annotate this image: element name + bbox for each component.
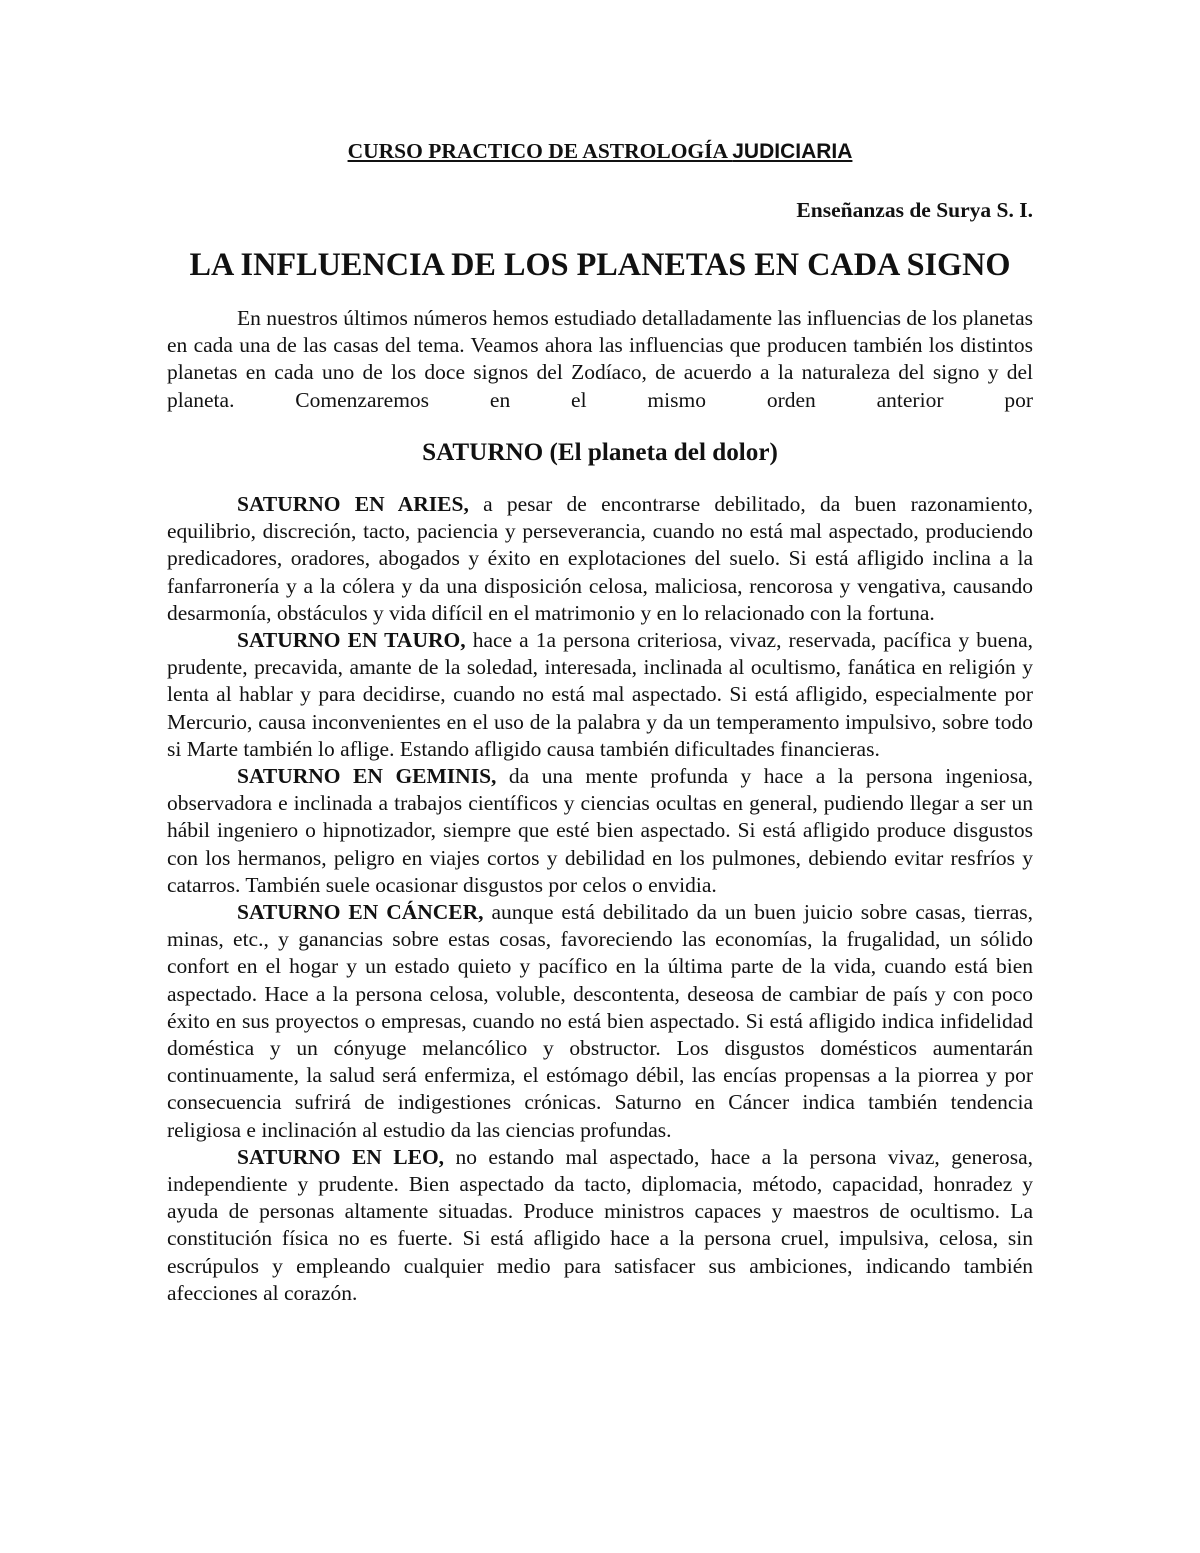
entry-geminis bbox=[167, 763, 1033, 899]
entry-aries bbox=[167, 491, 1033, 627]
entry-text: aunque está debilitado da un buen juicio sobre casas, tierras, minas, etc., y ganancias sobre estas cosas, favoreciendo las economías, la frugalidad, un sólido confort en el hogar y un estado quieto y pacífico en la última parte de la vida, cuando está bien aspectado. Hace a la persona celosa, voluble, descontenta, deseosa de cambiar de país y con poco éxito en sus proyectos o empresas, cuando no está bien aspectado. Si está afligido indica infidelidad doméstica y un cónyuge melancólico y obstructor. Los disgustos domésticos aumentarán continuamente, la salud será enfermiza, el estómago débil, las encías propensas a la piorrea y por consecuencia sufrirá de indigestiones crónicas. Saturno en Cáncer indica también tendencia religiosa e inclinación al estudio da las ciencias profundas. bbox=[167, 900, 1033, 1142]
section-heading: LA INFLUENCIA DE LOS PLANETAS EN CADA SIGNO bbox=[189, 246, 1011, 282]
entry-text: no estando mal aspectado, hace a la persona vivaz, generosa, independiente y prudente. Bien aspectado da tacto, diplomacia, método, capacidad, honradez y ayuda de personas altamente situadas. Produce ministros capaces y maestros de ocultismo. La constitución física no es fuerte. Si está afligido hace a la persona cruel, impulsiva, celosa, sin escrúpulos y empleando cualquier medio para satisfacer sus ambiciones, indicando también afecciones al corazón. bbox=[167, 1144, 1033, 1305]
document-title bbox=[167, 138, 1033, 172]
entry-lead: SATURNO EN CÁNCER, bbox=[237, 900, 484, 925]
planet-heading: SATURNO (El planeta del dolor) bbox=[422, 439, 778, 466]
entry-text: hace a 1a persona criteriosa, vivaz, reservada, pacífica y buena, prudente, precavida, amante de la soledad, interesada, inclinada al ocultismo, fanática en religión y lenta al hablar y para decidirse, cuando no está mal aspectado. Si está afligido, especialmente por Mercurio, causa inconvenientes en el uso de la palabra y da un temperamento impulsivo, sobre todo si Marte también lo aflige. Estando afligido causa también dificultades financieras. bbox=[167, 628, 1034, 761]
author-line: Enseñanzas de Surya S. I. bbox=[796, 198, 1033, 222]
entry-text: da una mente profunda y hace a la persona ingeniosa, observadora e inclinada a trabajos científicos y ciencias ocultas en general, pudiendo llegar a ser un hábil ingeniero o hipnotizador, siempre que esté bien aspectado. Si está afligido produce disgustos con los hermanos, peligro en viajes cortos y debilidad en los pulmones, debiendo evitar resfríos y catarros. También suele ocasionar disgustos por celos o envidia. bbox=[167, 764, 1033, 897]
entry-text: a pesar de encontrarse debilitado, da buen razonamiento, equilibrio, discreción, tacto, paciencia y perseverancia, cuando no está mal aspectado, produciendo predicadores, oradores, abogados y éxito en explotaciones del suelo. Si está afligido inclina a la fanfarronería y a la cólera y da una disposición celosa, maliciosa, rencorosa y vengativa, causando desarmonía, obstáculos y vida difícil en el matrimonio y en lo relacionado con la fortuna. bbox=[167, 492, 1033, 625]
entry-lead: SATURNO EN ARIES, bbox=[237, 492, 469, 516]
entry-cancer bbox=[167, 899, 1033, 1144]
entry-lead: SATURNO EN LEO, bbox=[237, 1144, 445, 1169]
entry-lead: SATURNO EN GEMINIS, bbox=[237, 764, 497, 789]
title-serif-part: CURSO PRACTICO DE ASTROLOGÍA bbox=[347, 139, 733, 163]
title-sans-part: JUDICIARIA bbox=[732, 140, 853, 163]
intro-paragraph: En nuestros últimos números hemos estudiado detalladamente las influencias de los planetas en cada una de las casas del tema. Veamos ahora las influencias que producen también los distintos planetas en cada uno de los doce signos del Zodíaco, de acuerdo a la naturaleza del signo y del planeta. Comenzaremos en el mismo orden anterior por bbox=[167, 306, 1033, 412]
entries-block bbox=[167, 491, 1033, 1307]
document-page bbox=[167, 138, 1034, 1305]
entry-tauro bbox=[167, 627, 1033, 763]
entry-lead: SATURNO EN TAURO, bbox=[237, 628, 466, 653]
entry-leo bbox=[167, 1144, 1033, 1307]
